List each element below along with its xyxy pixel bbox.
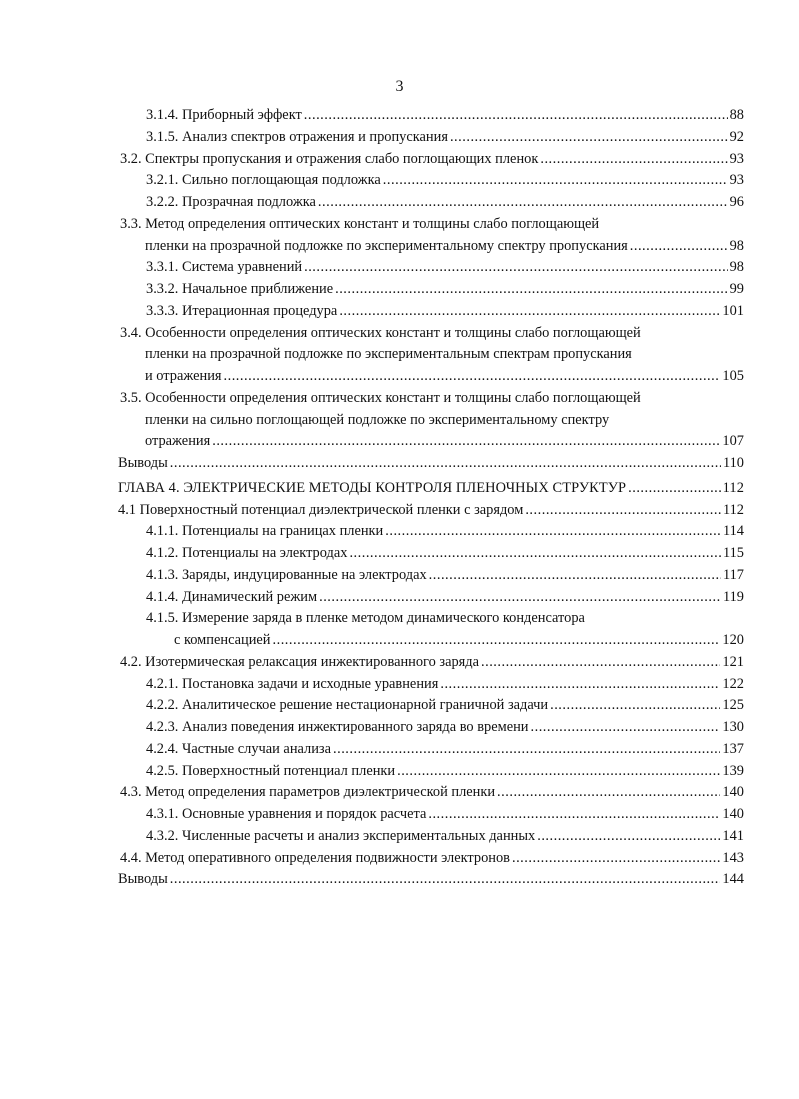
toc-page-number: 114 [722,523,744,540]
toc-entry[interactable] [118,652,744,674]
toc-entry-title: 3.1.4. Приборный эффект [146,107,302,123]
dot-leader [630,236,728,258]
toc-entry-title: 4.2.1. Постановка задачи и исходные уравнения [146,675,439,692]
toc-entry-title: 4.1 Поверхностный потенциал диэлектрической пленки с зарядом [118,501,524,518]
toc-page-number: 99 [729,281,744,297]
toc-entry[interactable] [118,761,744,783]
toc-entry[interactable] [118,804,744,826]
dot-leader [224,366,721,388]
toc-entry[interactable] [118,695,744,717]
toc-entry[interactable] [118,739,744,761]
toc-entry-title: 4.1.2. Потенциалы на электродах [146,545,348,561]
dot-leader [335,279,728,301]
toc-entry-title: 3.2.1. Сильно поглощающая подложка [146,172,381,189]
dot-leader [497,782,720,804]
toc-entry-title: 4.2.5. Поверхностный потенциал пленки [146,762,396,779]
toc-page-number: 125 [722,697,744,714]
toc-entry[interactable] [118,214,744,258]
toc-page-number: 140 [722,806,744,822]
toc-entry[interactable] [118,848,744,870]
dot-leader [525,500,721,522]
toc-entry[interactable] [118,565,744,587]
dot-leader [429,565,721,587]
dot-leader [531,717,721,739]
dot-leader [450,127,728,149]
toc-entry-title: 3.5. Особенности определения оптических констант и толщины слабо поглощающей [120,389,641,406]
toc-page-number: 101 [722,302,744,319]
toc-page-number: 98 [729,259,744,276]
dot-leader [349,543,721,565]
toc-entry[interactable] [118,608,744,652]
toc-page-number: 112 [722,501,744,518]
toc-entry[interactable] [118,257,744,279]
toc-entry-title: 3.3.2. Начальное приближение [146,281,334,297]
page-number: 3 [395,78,404,95]
toc-entry-title: 3.2.2. Прозрачная подложка [146,194,316,210]
toc-entry-title: 4.2.4. Частные случаи анализа [146,740,331,757]
toc-entry[interactable] [118,323,744,388]
toc-entry[interactable] [118,500,744,522]
toc-entry[interactable] [118,279,744,301]
toc-entry-title: 4.3.2. Численные расчеты и анализ экспериментальных данных [146,827,536,844]
dot-leader [273,630,721,652]
toc-entry-title: 4.3.1. Основные уравнения и порядок расчета [146,806,427,822]
toc-entry[interactable] [118,826,744,848]
toc-entry-title: 4.1.3. Заряды, индуцированные на электродах [146,566,427,583]
toc-entry-title: 4.1.4. Динамический режим [146,588,318,605]
dot-leader [304,257,728,279]
dot-leader [428,804,720,826]
toc-entry[interactable] [118,192,744,214]
toc-entry[interactable] [118,105,744,127]
toc-entry[interactable] [118,170,744,192]
toc-page-number: 121 [722,653,744,670]
toc-entry-title: 4.2.2. Аналитическое решение нестационарной граничной задачи [146,697,549,714]
toc-page-number: 141 [722,827,744,844]
dot-leader [512,848,720,870]
toc-entry[interactable] [118,127,744,149]
dot-leader [319,587,721,609]
toc-entry[interactable] [118,674,744,696]
toc-page-number: 112 [722,479,744,496]
dot-leader [385,521,721,543]
toc-entry[interactable] [118,149,744,171]
toc-entry[interactable] [118,587,744,609]
dot-leader [540,149,727,171]
toc-entry-title: 4.2.3. Анализ поведения инжектированного заряда во времени [146,719,529,735]
toc-page-number: 105 [722,368,744,384]
toc-entry-title: 4.1.1. Потенциалы на границах пленки [146,523,384,540]
table-of-contents [118,105,744,891]
toc-page-number: 88 [729,107,744,123]
toc-entry-title: 3.4. Особенности определения оптических констант и толщины слабо поглощающей [120,324,641,341]
toc-entry-title: пленки на прозрачной подложке по экспериментальным спектрам пропускания [145,346,632,363]
toc-page-number: 122 [722,675,744,692]
toc-page-number: 98 [729,237,744,254]
toc-page-number: 119 [722,588,744,605]
dot-leader [550,695,720,717]
toc-page-number: 93 [729,150,744,167]
toc-entry-title: пленки на прозрачной подложке по экспериментальному спектру пропускания [145,237,628,254]
toc-entry[interactable] [118,869,744,891]
toc-page-number: 139 [722,762,744,779]
dot-leader [333,739,720,761]
dot-leader [481,652,720,674]
dot-leader [170,869,721,891]
toc-page-number: 143 [722,849,744,866]
dot-leader [318,192,728,214]
toc-entry-title: Выводы [118,455,168,471]
toc-page-number: 140 [722,784,744,801]
dot-leader [212,431,720,453]
toc-page-number: 130 [722,719,744,735]
toc-page-number: 137 [722,740,744,757]
toc-entry-title: 3.2. Спектры пропускания и отражения слабо поглощающих пленок [120,150,539,167]
toc-page-number: 110 [722,455,744,471]
toc-entry[interactable] [118,543,744,565]
toc-entry[interactable] [118,453,744,475]
toc-page-number: 92 [729,128,744,145]
toc-chapter-heading[interactable] [118,478,744,500]
dot-leader [304,105,728,127]
toc-entry-title: 4.2. Изотермическая релаксация инжектированного заряда [120,653,479,670]
dot-leader [397,761,720,783]
toc-entry-title: и отражения [145,368,222,384]
toc-page-number: 115 [722,545,744,561]
toc-page-number: 93 [729,172,744,189]
toc-entry-title: 3.3. Метод определения оптических констант и толщины слабо поглощающей [120,215,600,232]
toc-page-number: 96 [729,194,744,210]
toc-entry[interactable] [118,782,744,804]
toc-entry-title: 4.1.5. Измерение заряда в пленке методом динамического конденсатора [146,610,585,627]
dot-leader [440,674,720,696]
toc-entry[interactable] [118,717,744,739]
toc-entry-title: 3.3.1. Система уравнений [146,259,303,276]
toc-entry-title: 4.3. Метод определения параметров диэлектрической пленки [120,784,496,801]
dot-leader [339,301,720,323]
toc-entry-title: отражения [145,433,211,450]
toc-page-number: 107 [722,433,744,450]
toc-entry-title: пленки на сильно поглощающей подложке по экспериментальному спектру [145,411,610,428]
toc-entry-title: 3.1.5. Анализ спектров отражения и пропускания [146,128,448,145]
toc-page-number: 117 [722,566,744,583]
toc-entry-title: 4.4. Метод оперативного определения подвижности электронов [120,849,510,866]
dot-leader [628,478,721,500]
toc-entry-title: Выводы [118,871,168,888]
dot-leader [537,826,720,848]
toc-entry-title: 3.3.3. Итерационная процедура [146,302,338,319]
toc-page-number: 144 [722,871,744,888]
toc-entry[interactable] [118,388,744,453]
toc-entry-title: ГЛАВА 4. ЭЛЕКТРИЧЕСКИЕ МЕТОДЫ КОНТРОЛЯ ПЛЕНОЧНЫХ СТРУКТУР [118,479,627,496]
toc-entry[interactable] [118,521,744,543]
dot-leader [170,453,721,475]
toc-entry[interactable] [118,301,744,323]
toc-entry-title: с компенсацией [174,632,271,648]
toc-page-number: 120 [722,632,744,648]
dot-leader [383,170,728,192]
